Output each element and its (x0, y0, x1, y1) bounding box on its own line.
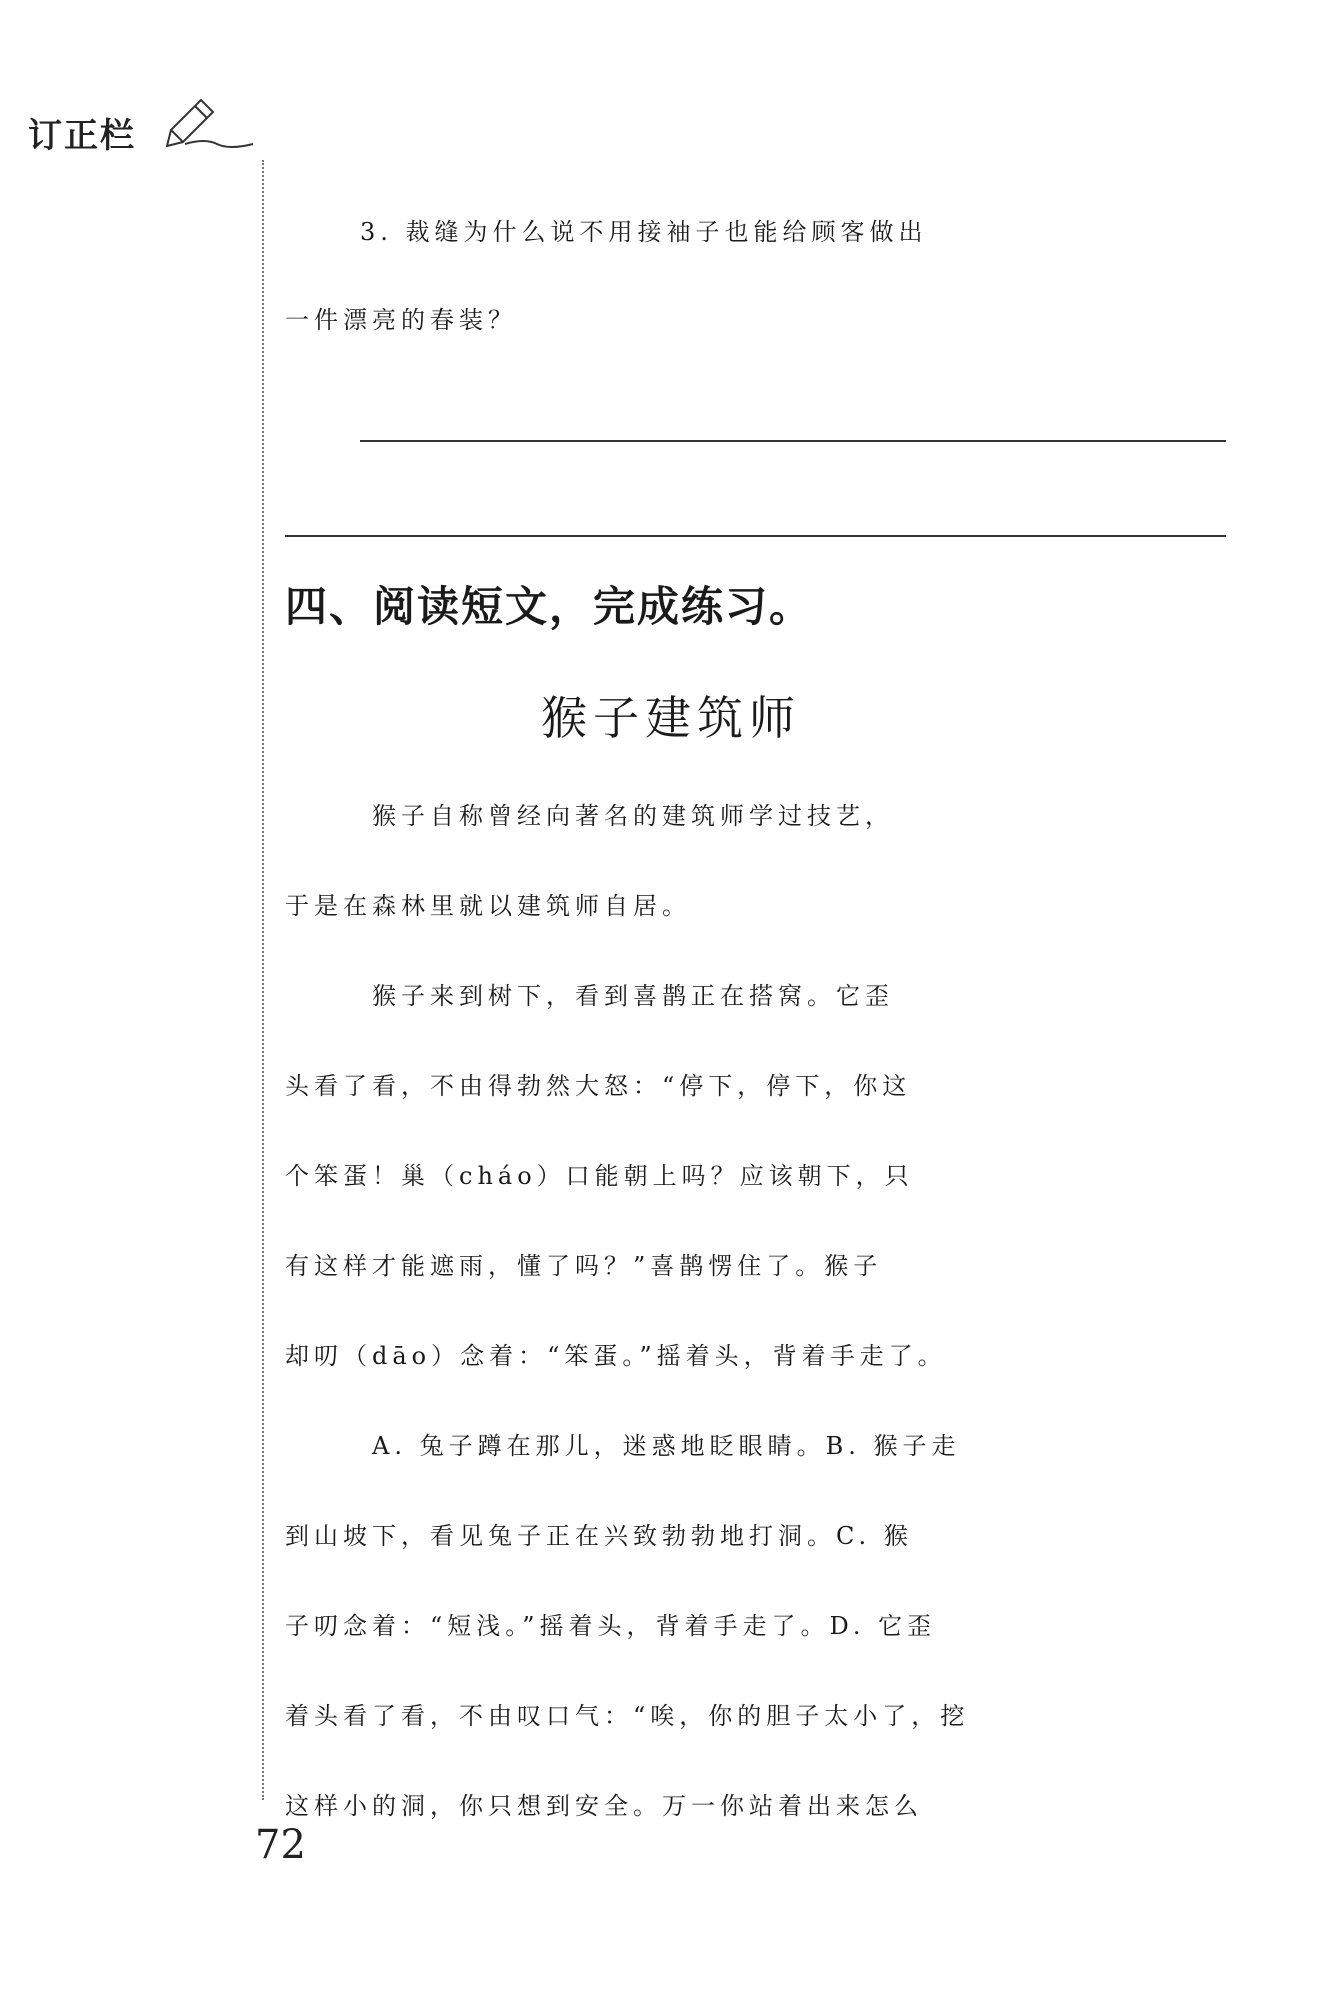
story-title: 猴子建筑师 (541, 691, 801, 745)
story-line: 有这样才能遮雨，懂了吗？”喜鹊愣住了。猴子 (285, 1252, 883, 1280)
pencil-icon (165, 92, 255, 152)
page-number: 72 (255, 1822, 306, 1868)
story-line: 这样小的洞，你只想到安全。万一你站着出来怎么 (285, 1792, 923, 1820)
correction-column-label: 订正栏 (28, 116, 136, 156)
story-line: 子叨念着：“短浅。”摇着头，背着手走了。D. 它歪 (285, 1612, 937, 1640)
story-line: 到山坡下，看见兔子正在兴致勃勃地打洞。C. 猴 (285, 1522, 913, 1550)
story-line: A. 兔子蹲在那儿，迷惑地眨眼睛。B. 猴子走 (372, 1432, 961, 1460)
story-line: 个笨蛋！巢（cháo）口能朝上吗？应该朝下，只 (285, 1162, 914, 1190)
section-4-heading: 四、阅读短文，完成练习。 (285, 582, 814, 631)
story-line: 却叨（dāo）念着：“笨蛋。”摇着头，背着手走了。 (285, 1342, 947, 1370)
story-line: 于是在森林里就以建筑师自居。 (285, 892, 691, 920)
correction-margin-rule (262, 160, 264, 1800)
story-line: 猴子自称曾经向著名的建筑师学过技艺， (372, 802, 894, 830)
question-3-line-1: 3. 裁缝为什么说不用接袖子也能给顾客做出 (360, 218, 928, 246)
story-line: 猴子来到树下，看到喜鹊正在搭窝。它歪 (372, 982, 894, 1010)
question-3-line-2: 一件漂亮的春装？ (285, 306, 517, 334)
story-line: 着头看了看，不由叹口气：“唉，你的胆子太小了，挖 (285, 1702, 970, 1730)
story-line: 头看了看，不由得勃然大怒：“停下，停下，你这 (285, 1072, 912, 1100)
answer-line-1[interactable] (360, 440, 1226, 442)
answer-line-2[interactable] (285, 535, 1226, 537)
